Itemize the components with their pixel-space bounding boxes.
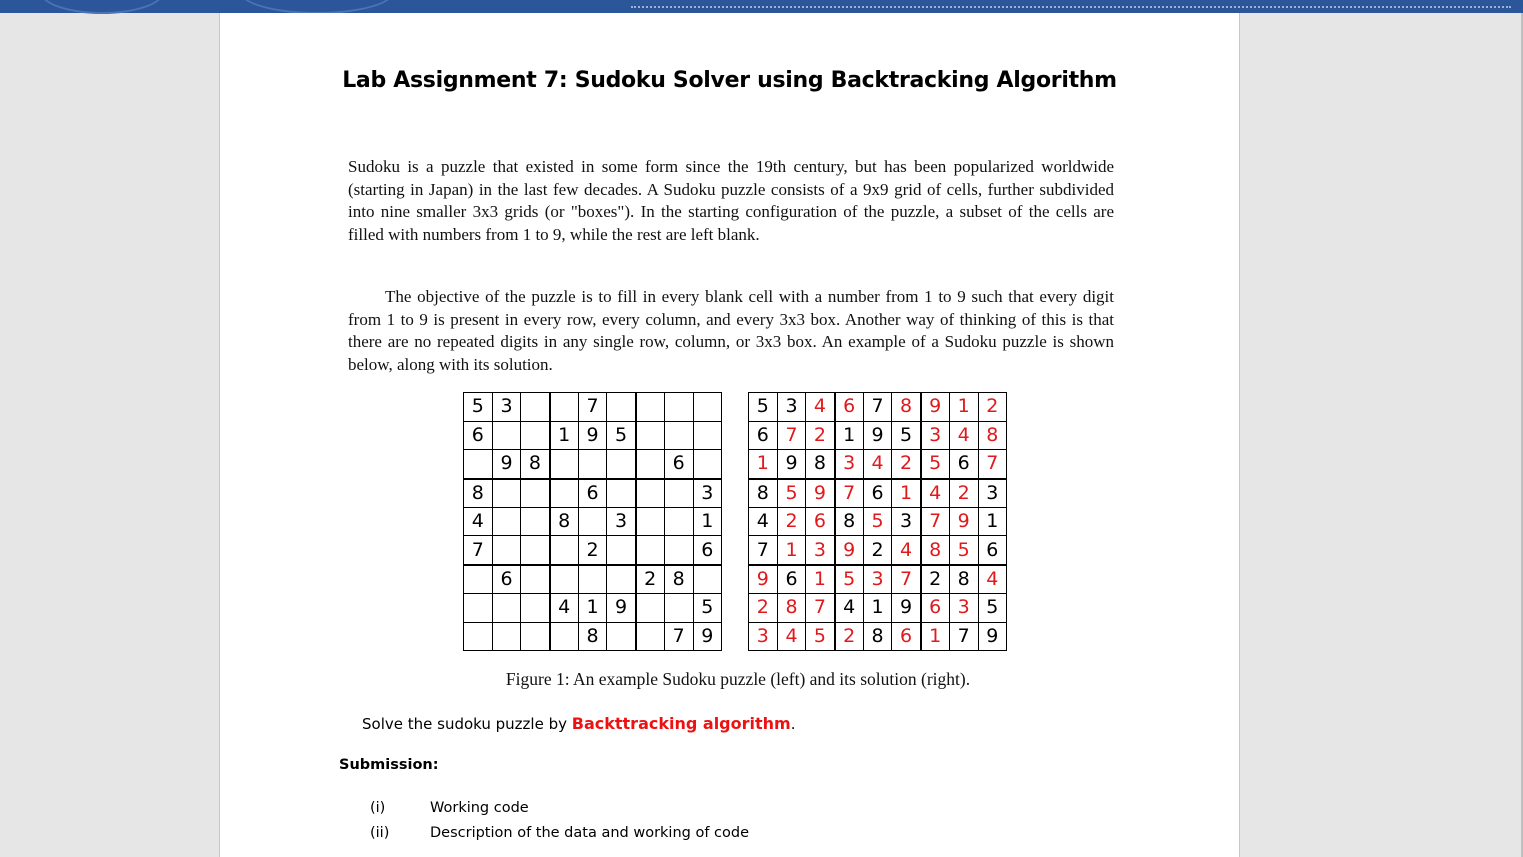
window-top-bar bbox=[0, 0, 1523, 13]
grid-cell: 9 bbox=[492, 450, 521, 479]
grid-cell: 6 bbox=[464, 421, 493, 450]
grid-cell: 4 bbox=[806, 393, 835, 422]
grid-cell: 3 bbox=[863, 565, 892, 594]
grid-cell bbox=[693, 393, 722, 422]
grid-cell: 4 bbox=[863, 450, 892, 479]
grid-cell bbox=[607, 565, 636, 594]
grid-row bbox=[749, 479, 1007, 508]
grid-cell: 7 bbox=[464, 536, 493, 565]
grid-cell: 6 bbox=[863, 479, 892, 508]
submission-heading: Submission: bbox=[339, 757, 439, 773]
grid-cell: 2 bbox=[921, 565, 950, 594]
grid-cell: 5 bbox=[921, 450, 950, 479]
grid-cell: 9 bbox=[749, 565, 778, 594]
solve-prefix: Solve the sudoku puzzle by bbox=[362, 715, 572, 733]
grid-cell: 4 bbox=[978, 565, 1007, 594]
grid-cell bbox=[607, 622, 636, 651]
grid-cell: 5 bbox=[464, 393, 493, 422]
grid-cell: 9 bbox=[835, 536, 864, 565]
grid-cell: 6 bbox=[978, 536, 1007, 565]
sudoku-solution-grid bbox=[748, 392, 1007, 651]
grid-cell: 6 bbox=[749, 421, 778, 450]
grid-cell bbox=[521, 565, 550, 594]
grid-cell: 9 bbox=[777, 450, 806, 479]
grid-cell: 9 bbox=[892, 593, 921, 622]
grid-cell: 6 bbox=[835, 393, 864, 422]
grid-cell: 8 bbox=[806, 450, 835, 479]
grid-cell bbox=[636, 479, 665, 508]
grid-cell: 1 bbox=[892, 479, 921, 508]
grid-cell: 3 bbox=[749, 622, 778, 651]
grid-cell: 2 bbox=[835, 622, 864, 651]
grid-cell bbox=[664, 479, 693, 508]
grid-cell: 7 bbox=[921, 507, 950, 536]
grid-cell: 7 bbox=[892, 565, 921, 594]
grid-cell: 8 bbox=[550, 507, 579, 536]
grid-cell: 2 bbox=[806, 421, 835, 450]
grid-cell: 8 bbox=[892, 393, 921, 422]
grid-cell bbox=[636, 393, 665, 422]
grid-cell: 8 bbox=[521, 450, 550, 479]
grid-cell: 6 bbox=[578, 479, 607, 508]
grid-cell bbox=[636, 507, 665, 536]
grid-cell: 9 bbox=[607, 593, 636, 622]
grid-row bbox=[464, 479, 722, 508]
grid-cell: 8 bbox=[949, 565, 978, 594]
grid-cell bbox=[664, 536, 693, 565]
grid-cell bbox=[607, 450, 636, 479]
grid-cell: 8 bbox=[921, 536, 950, 565]
grid-cell: 1 bbox=[749, 450, 778, 479]
grid-cell bbox=[521, 622, 550, 651]
grid-cell: 2 bbox=[777, 507, 806, 536]
grid-cell bbox=[464, 565, 493, 594]
grid-cell: 2 bbox=[892, 450, 921, 479]
grid-row bbox=[749, 507, 1007, 536]
grid-cell bbox=[521, 393, 550, 422]
algorithm-highlight: Backttracking algorithm bbox=[571, 714, 791, 733]
grid-cell bbox=[607, 536, 636, 565]
grid-cell: 1 bbox=[949, 393, 978, 422]
grid-cell: 8 bbox=[978, 421, 1007, 450]
list-item bbox=[370, 825, 749, 841]
toolbar-strip bbox=[631, 0, 1511, 8]
grid-cell: 4 bbox=[777, 622, 806, 651]
grid-cell bbox=[521, 593, 550, 622]
grid-cell bbox=[578, 507, 607, 536]
grid-cell: 9 bbox=[806, 479, 835, 508]
grid-cell bbox=[550, 479, 579, 508]
grid-cell bbox=[550, 622, 579, 651]
grid-cell: 7 bbox=[835, 479, 864, 508]
grid-cell bbox=[521, 479, 550, 508]
grid-cell: 1 bbox=[693, 507, 722, 536]
grid-cell: 7 bbox=[749, 536, 778, 565]
grid-cell bbox=[521, 536, 550, 565]
grid-cell bbox=[693, 565, 722, 594]
grid-cell bbox=[492, 536, 521, 565]
grid-cell: 1 bbox=[921, 622, 950, 651]
grid-cell: 7 bbox=[978, 450, 1007, 479]
list-number: (ii) bbox=[370, 825, 390, 841]
figure-caption: Figure 1: An example Sudoku puzzle (left) and its solution (right). bbox=[505, 669, 971, 689]
grid-cell bbox=[693, 450, 722, 479]
grid-cell bbox=[578, 565, 607, 594]
grid-row bbox=[749, 450, 1007, 479]
grid-cell: 2 bbox=[578, 536, 607, 565]
list-number: (i) bbox=[370, 800, 386, 816]
grid-cell: 3 bbox=[835, 450, 864, 479]
grid-cell bbox=[636, 622, 665, 651]
grid-cell: 9 bbox=[578, 421, 607, 450]
grid-cell bbox=[636, 421, 665, 450]
grid-cell: 3 bbox=[892, 507, 921, 536]
grid-row bbox=[464, 507, 722, 536]
grid-cell bbox=[492, 622, 521, 651]
grid-cell: 4 bbox=[949, 421, 978, 450]
grid-cell: 8 bbox=[664, 565, 693, 594]
grid-cell: 3 bbox=[806, 536, 835, 565]
grid-cell: 6 bbox=[664, 450, 693, 479]
grid-cell: 5 bbox=[863, 507, 892, 536]
list-item bbox=[370, 800, 529, 816]
grid-cell bbox=[521, 421, 550, 450]
grid-cell: 4 bbox=[550, 593, 579, 622]
grid-cell: 8 bbox=[835, 507, 864, 536]
document-title: Lab Assignment 7: Sudoku Solver using Backtracking Algorithm bbox=[342, 68, 1117, 93]
grid-cell bbox=[492, 593, 521, 622]
grid-cell: 5 bbox=[978, 593, 1007, 622]
grid-cell: 4 bbox=[749, 507, 778, 536]
grid-cell: 3 bbox=[949, 593, 978, 622]
grid-cell: 6 bbox=[949, 450, 978, 479]
grid-cell: 9 bbox=[978, 622, 1007, 651]
grid-cell bbox=[492, 507, 521, 536]
grid-cell bbox=[636, 593, 665, 622]
grid-cell: 2 bbox=[636, 565, 665, 594]
grid-cell: 1 bbox=[777, 536, 806, 565]
decorative-arc bbox=[40, 0, 164, 14]
grid-cell: 1 bbox=[978, 507, 1007, 536]
grid-cell bbox=[607, 393, 636, 422]
grid-cell: 2 bbox=[863, 536, 892, 565]
grid-cell: 4 bbox=[921, 479, 950, 508]
grid-cell bbox=[607, 479, 636, 508]
grid-cell: 4 bbox=[892, 536, 921, 565]
document-page bbox=[219, 13, 1240, 857]
grid-cell: 3 bbox=[921, 421, 950, 450]
grid-cell: 5 bbox=[777, 479, 806, 508]
grid-cell: 8 bbox=[749, 479, 778, 508]
grid-row bbox=[464, 450, 722, 479]
grid-cell: 6 bbox=[921, 593, 950, 622]
decorative-arc bbox=[240, 0, 394, 14]
grid-cell bbox=[664, 593, 693, 622]
grid-cell bbox=[636, 536, 665, 565]
grid-cell: 1 bbox=[863, 593, 892, 622]
grid-cell: 5 bbox=[749, 393, 778, 422]
solve-instruction bbox=[362, 714, 795, 733]
grid-cell: 4 bbox=[464, 507, 493, 536]
grid-cell: 9 bbox=[921, 393, 950, 422]
sudoku-puzzle-grid bbox=[463, 392, 722, 651]
grid-cell: 3 bbox=[492, 393, 521, 422]
grid-row bbox=[464, 536, 722, 565]
grid-cell: 8 bbox=[464, 479, 493, 508]
grid-cell bbox=[550, 393, 579, 422]
grid-row bbox=[464, 565, 722, 594]
grid-cell bbox=[464, 450, 493, 479]
grid-cell: 5 bbox=[607, 421, 636, 450]
grid-row bbox=[464, 593, 722, 622]
grid-cell: 7 bbox=[863, 393, 892, 422]
grid-cell: 5 bbox=[835, 565, 864, 594]
grid-cell bbox=[521, 507, 550, 536]
grid-cell: 1 bbox=[550, 421, 579, 450]
grid-cell bbox=[664, 393, 693, 422]
grid-cell: 3 bbox=[978, 479, 1007, 508]
grid-cell bbox=[492, 479, 521, 508]
grid-cell: 8 bbox=[777, 593, 806, 622]
grid-cell: 9 bbox=[949, 507, 978, 536]
grid-cell bbox=[693, 421, 722, 450]
grid-cell bbox=[664, 421, 693, 450]
grid-cell bbox=[550, 536, 579, 565]
list-text: Description of the data and working of code bbox=[430, 825, 750, 841]
grid-cell bbox=[578, 450, 607, 479]
grid-row bbox=[749, 393, 1007, 422]
grid-cell: 6 bbox=[892, 622, 921, 651]
grid-cell: 5 bbox=[892, 421, 921, 450]
grid-cell bbox=[492, 421, 521, 450]
grid-row bbox=[749, 536, 1007, 565]
solve-suffix: . bbox=[790, 715, 796, 733]
grid-cell: 3 bbox=[607, 507, 636, 536]
grid-cell: 8 bbox=[578, 622, 607, 651]
grid-cell: 5 bbox=[693, 593, 722, 622]
grid-row bbox=[749, 565, 1007, 594]
grid-cell: 3 bbox=[693, 479, 722, 508]
grid-row bbox=[464, 622, 722, 651]
grid-cell: 9 bbox=[693, 622, 722, 651]
objective-paragraph: The objective of the puzzle is to fill in every blank cell with a number from 1 to 9 such that every digit from 1 to 9 is present in every row, every column, and every 3x3 box. Another way of thinking of this is that there are no repeated digits in any single row, column, or 3x3 box. An example of a Sudoku puzzle is shown below, along with its solution. bbox=[348, 287, 1114, 374]
grid-row bbox=[749, 593, 1007, 622]
grid-cell: 6 bbox=[492, 565, 521, 594]
grid-cell bbox=[636, 450, 665, 479]
grid-row bbox=[749, 421, 1007, 450]
grid-row bbox=[464, 421, 722, 450]
grid-cell bbox=[664, 507, 693, 536]
grid-row bbox=[464, 393, 722, 422]
grid-cell: 1 bbox=[835, 421, 864, 450]
grid-cell: 1 bbox=[578, 593, 607, 622]
grid-cell: 7 bbox=[777, 421, 806, 450]
grid-cell: 7 bbox=[949, 622, 978, 651]
grid-cell: 6 bbox=[806, 507, 835, 536]
grid-cell: 2 bbox=[949, 479, 978, 508]
grid-cell: 5 bbox=[949, 536, 978, 565]
grid-cell: 5 bbox=[806, 622, 835, 651]
grid-cell: 2 bbox=[978, 393, 1007, 422]
grid-cell: 1 bbox=[806, 565, 835, 594]
grid-cell: 4 bbox=[835, 593, 864, 622]
grid-cell: 9 bbox=[863, 421, 892, 450]
intro-paragraph: Sudoku is a puzzle that existed in some form since the 19th century, but has been popularized worldwide (starting in Japan) in the last few decades. A Sudoku puzzle consists of a 9x9 grid of cells, further subdivided into nine smaller 3x3 grids (or "boxes"). In the starting configuration of the puzzle, a subset of the cells are filled with numbers from 1 to 9, while the rest are left blank. bbox=[348, 157, 1114, 244]
grid-cell: 2 bbox=[749, 593, 778, 622]
grid-cell: 7 bbox=[806, 593, 835, 622]
list-text: Working code bbox=[430, 800, 529, 816]
grid-row bbox=[749, 622, 1007, 651]
grid-cell bbox=[464, 593, 493, 622]
grid-cell: 6 bbox=[693, 536, 722, 565]
grid-cell: 6 bbox=[777, 565, 806, 594]
grid-cell bbox=[550, 450, 579, 479]
grid-cell: 7 bbox=[664, 622, 693, 651]
grid-cell bbox=[550, 565, 579, 594]
grid-cell bbox=[464, 622, 493, 651]
grid-cell: 3 bbox=[777, 393, 806, 422]
grid-cell: 7 bbox=[578, 393, 607, 422]
grid-cell: 8 bbox=[863, 622, 892, 651]
